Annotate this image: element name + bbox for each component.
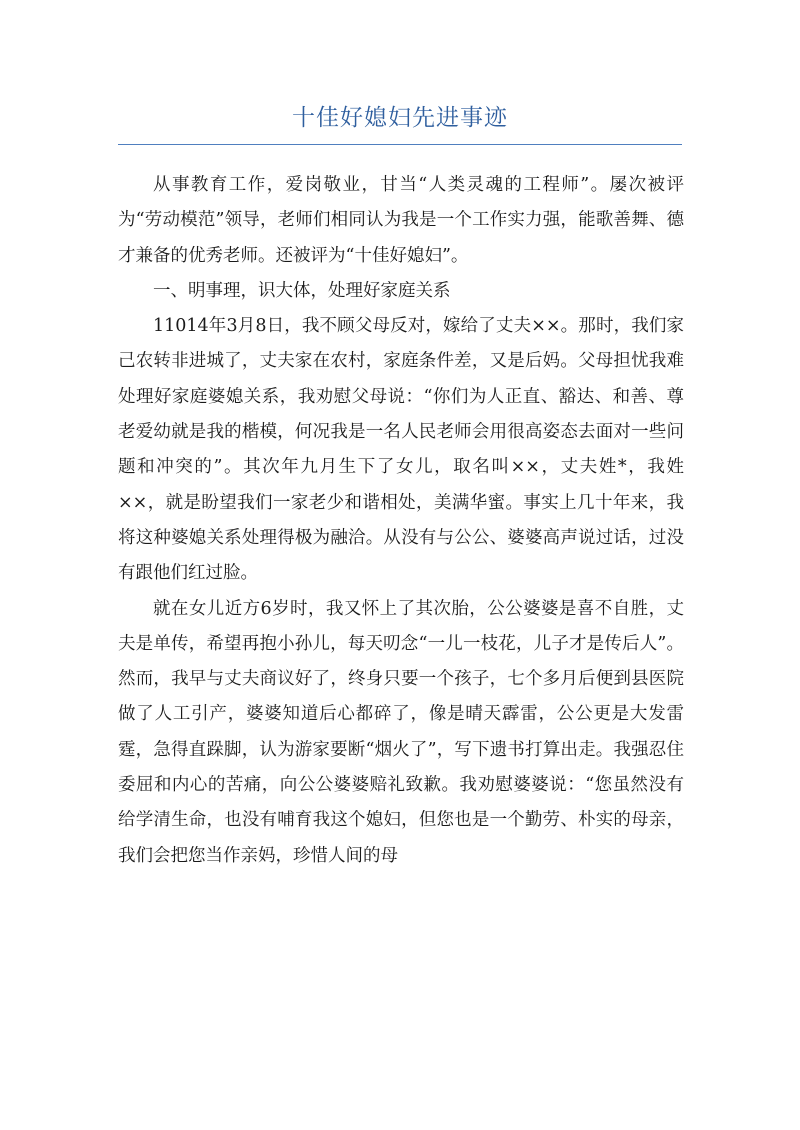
document-body: [118, 168, 684, 874]
title-divider: [118, 144, 682, 145]
section-heading: 一、明事理，识大体，处理好家庭关系: [153, 280, 451, 301]
paragraph: 11014年3月8日，我不顾父母反对，嫁给了丈夫××。那时，我们家己农转非进城了，丈夫家在农村，家庭条件差，又是后妈。父母担忧我难处理好家庭婆媳关系，我劝慰父母说：“你们为人正直、豁达、和善、尊老爱幼就是我的楷模，何况我是一名人民老师会用很高姿态去面对一些问题和冲突的”。其次年九月生下了女儿，取名叫××，丈夫姓*，我姓××，就是盼望我们一家老少和谐相处，美满华蜜。事实上几十年来，我将这种婆媳关系处理得极为融洽。从没有与公公、婆婆高声说过话，过没有跟他们红过脸。: [118, 316, 684, 584]
document-title: 十佳好媳妇先进事迹: [292, 105, 508, 131]
paragraph: 从事教育工作，爱岗敬业，甘当“人类灵魂的工程师”。屡次被评为“劳动模范”领导，老师们相同认为我是一个工作实力强，能歌善舞、德才兼备的优秀老师。还被评为“十佳好媳妇”。: [118, 175, 684, 266]
paragraph: 就在女儿近方6岁时，我又怀上了其次胎，公公婆婆是喜不自胜，丈夫是单传，希望再抱小孙儿，每天叨念“一儿一枝花，儿子才是传后人”。然而，我早与丈夫商议好了，终身只要一个孩子，七个多月后便到县医院做了人工引产，婆婆知道后心都碎了，像是晴天霹雷，公公更是大发雷霆，急得直跺脚，认为游家要断“烟火了”，写下遗书打算出走。我强忍住委屈和内心的苦痛，向公公婆婆赔礼致歉。我劝慰婆婆说：“您虽然没有给学清生命，也没有哺育我这个媳妇，但您也是一个勤劳、朴实的母亲，我们会把您当作亲妈，珍惜人间的母: [118, 598, 684, 866]
